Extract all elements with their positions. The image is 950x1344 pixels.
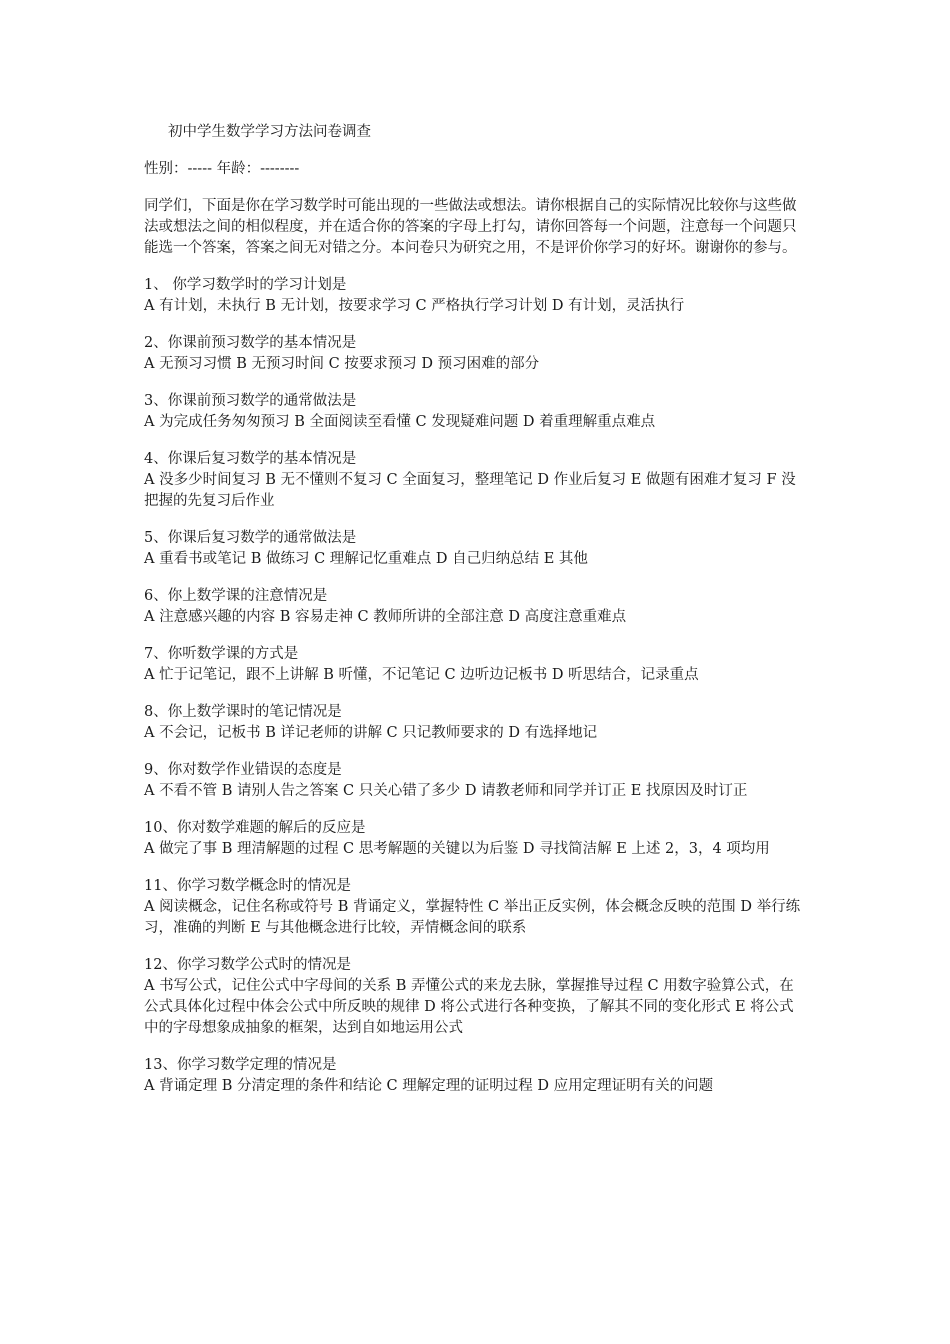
question-text: 1、 你学习数学时的学习计划是: [144, 277, 347, 293]
document-page: [144, 122, 808, 1113]
question-text: 7、你听数学课的方式是: [144, 646, 299, 662]
question-options: A 阅读概念，记住名称或符号 B 背诵定义，掌握特性 C 举出正反实例，体会概念反映的范围 D 举行练习，准确的判断 E 与其他概念进行比较，弄情概念间的联系: [144, 899, 801, 936]
question-item: [144, 818, 808, 860]
question-options: A 书写公式，记住公式中字母间的关系 B 弄懂公式的来龙去脉，掌握推导过程 C 用数字验算公式，在公式具体化过程中体会公式中所反映的规律 D 将公式进行各种变换，了解其不同的变化形式 E 将公式中的字母想象成抽象的框架，达到自如地运用公式: [144, 978, 794, 1036]
question-item: [144, 391, 808, 433]
question-item: [144, 1055, 808, 1097]
question-text: 8、你上数学课时的笔记情况是: [144, 704, 342, 720]
question-text: 5、你课后复习数学的通常做法是: [144, 530, 357, 546]
question-text: 13、你学习数学定理的情况是: [144, 1057, 337, 1073]
question-item: [144, 275, 808, 317]
question-item: [144, 528, 808, 570]
question-text: 6、你上数学课的注意情况是: [144, 588, 328, 604]
question-text: 12、你学习数学公式时的情况是: [144, 957, 351, 973]
question-text: 4、你课后复习数学的基本情况是: [144, 451, 357, 467]
document-title: 初中学生数学学习方法问卷调查: [168, 124, 371, 140]
question-options: A 重看书或笔记 B 做练习 C 理解记忆重难点 D 自己归纳总结 E 其他: [144, 551, 588, 567]
question-options: A 忙于记笔记，跟不上讲解 B 听懂，不记笔记 C 边听边记板书 D 听思结合，记录重点: [144, 667, 699, 683]
question-text: 3、你课前预习数学的通常做法是: [144, 393, 357, 409]
question-options: A 没多少时间复习 B 无不懂则不复习 C 全面复习，整理笔记 D 作业后复习 E 做题有困难才复习 F 没把握的先复习后作业: [144, 472, 796, 509]
intro-paragraph: 同学们，下面是你在学习数学时可能出现的一些做法或想法。请你根据自己的实际情况比较你与这些做法或想法之间的相似程度，并在适合你的答案的字母上打勾，请你回答每一个问题，注意每一个问题只能选一个答案，答案之间无对错之分。本问卷只为研究之用，不是评价你学习的好坏。谢谢你的参与。: [144, 198, 797, 256]
question-item: [144, 333, 808, 375]
question-options: A 不会记，记板书 B 详记老师的讲解 C 只记教师要求的 D 有选择地记: [144, 725, 598, 741]
question-options: A 注意感兴趣的内容 B 容易走神 C 教师所讲的全部注意 D 高度注意重难点: [144, 609, 627, 625]
question-options: A 为完成任务匆匆预习 B 全面阅读至看懂 C 发现疑难问题 D 着重理解重点难点: [144, 414, 656, 430]
question-item: [144, 955, 808, 1039]
question-options: A 做完了事 B 理清解题的过程 C 思考解题的关键以为后鉴 D 寻找简洁解 E 上述 2，3，4 项均用: [144, 841, 770, 857]
gender-age-line: 性别：----- 年龄：--------: [144, 161, 300, 177]
question-item: [144, 449, 808, 512]
question-options: A 背诵定理 B 分清定理的条件和结论 C 理解定理的证明过程 D 应用定理证明有关的问题: [144, 1078, 714, 1094]
question-item: [144, 876, 808, 939]
question-text: 2、你课前预习数学的基本情况是: [144, 335, 357, 351]
question-item: [144, 644, 808, 686]
question-text: 9、你对数学作业错误的态度是: [144, 762, 342, 778]
question-item: [144, 702, 808, 744]
question-options: A 不看不管 B 请别人告之答案 C 只关心错了多少 D 请教老师和同学并订正 E 找原因及时订正: [144, 783, 748, 799]
question-options: A 有计划，未执行 B 无计划，按要求学习 C 严格执行学习计划 D 有计划，灵活执行: [144, 298, 685, 314]
question-item: [144, 586, 808, 628]
question-item: [144, 760, 808, 802]
question-options: A 无预习习惯 B 无预习时间 C 按要求预习 D 预习困难的部分: [144, 356, 540, 372]
question-text: 10、你对数学难题的解后的反应是: [144, 820, 366, 836]
question-text: 11、你学习数学概念时的情况是: [144, 878, 351, 894]
